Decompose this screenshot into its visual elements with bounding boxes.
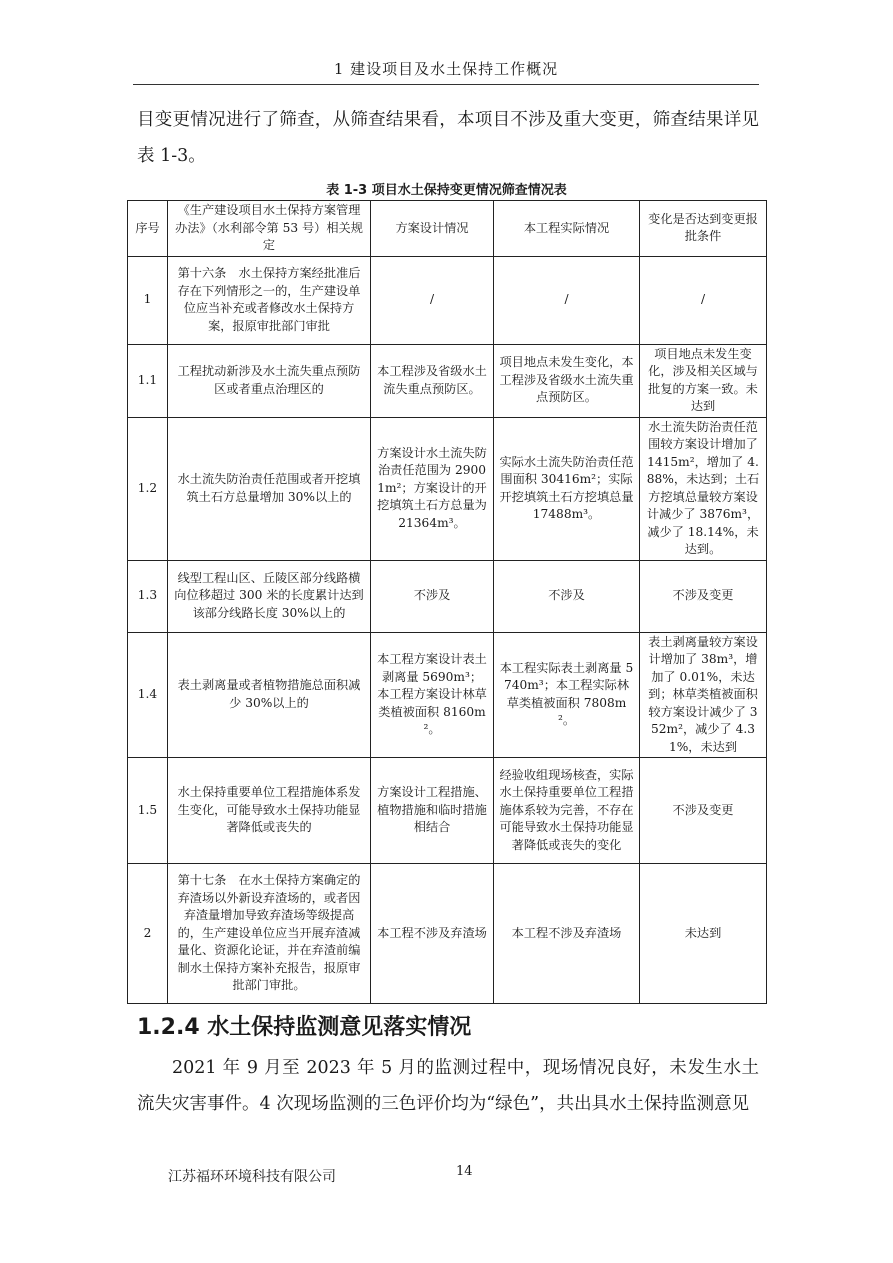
row-design: 不涉及 [371, 560, 494, 632]
row-design: 方案设计工程措施、植物措施和临时措施相结合 [371, 758, 494, 864]
row-no: 1.4 [128, 632, 168, 758]
row-actual: 项目地点未发生变化，本工程涉及省级水土流失重点预防区。 [494, 344, 640, 417]
row-actual: / [494, 256, 640, 344]
table-caption: 表 1-3 项目水土保持变更情况筛查情况表 [326, 183, 567, 198]
row-no: 1.2 [128, 417, 168, 560]
row-actual: 本工程不涉及弃渣场 [494, 864, 640, 1004]
row-result: 不涉及变更 [640, 560, 767, 632]
row-rule: 线型工程山区、丘陵区部分线路横向位移超过 300 米的长度累计达到该部分线路长度 30%以上的 [168, 560, 371, 632]
col-header-result: 变化是否达到变更报批条件 [640, 201, 767, 257]
row-no: 2 [128, 864, 168, 1004]
row-actual: 实际水土流失防治责任范围面积 30416m²；实际开挖填筑土石方挖填总量 17488m³。 [494, 417, 640, 560]
row-design: / [371, 256, 494, 344]
intro-paragraph: 目变更情况进行了筛查，从筛查结果看，本项目不涉及重大变更，筛查结果详见表 1-3。 [137, 110, 759, 166]
footer-company: 江苏福环环境科技有限公司 [168, 1169, 336, 1185]
col-header-actual: 本工程实际情况 [494, 201, 640, 257]
col-header-no: 序号 [128, 201, 168, 257]
row-actual: 不涉及 [494, 560, 640, 632]
row-rule: 水土流失防治责任范围或者开挖填筑土石方总量增加 30%以上的 [168, 417, 371, 560]
row-rule: 第十六条 水土保持方案经批准后存在下列情形之一的，生产建设单位应当补充或者修改水土保持方案，报原审批部门审批 [168, 256, 371, 344]
table-row [128, 560, 767, 632]
row-no: 1.5 [128, 758, 168, 864]
col-header-design: 方案设计情况 [371, 201, 494, 257]
row-actual: 本工程实际表土剥离量 5740m³；本工程实际林草类植被面积 7808m²。 [494, 632, 640, 758]
section-paragraph: 2021 年 9 月至 2023 年 5 月的监测过程中，现场情况良好，未发生水土流失灾害事件。4 次现场监测的三色评价均为“绿色”，共出具水土保持监测意见 [137, 1058, 759, 1114]
row-rule: 表土剥离量或者植物措施总面积减少 30%以上的 [168, 632, 371, 758]
header-rule [133, 84, 759, 85]
row-result: 不涉及变更 [640, 758, 767, 864]
row-design: 本工程方案设计表土剥离量 5690m³；本工程方案设计林草类植被面积 8160m²。 [371, 632, 494, 758]
row-rule: 水土保持重要单位工程措施体系发生变化，可能导致水土保持功能显著降低或丧失的 [168, 758, 371, 864]
table-header-row [128, 201, 767, 257]
row-rule: 第十七条 在水土保持方案确定的弃渣场以外新设弃渣场的，或者因弃渣量增加导致弃渣场等级提高的，生产建设单位应当开展弃渣减量化、资源化论证，并在弃渣前编制水土保持方案补充报告，报原审批部门审批。 [168, 864, 371, 1004]
col-header-rule: 《生产建设项目水土保持方案管理办法》（水利部令第 53 号）相关规定 [168, 201, 371, 257]
row-no: 1.1 [128, 344, 168, 417]
row-no: 1.3 [128, 560, 168, 632]
row-rule: 工程扰动新涉及水土流失重点预防区或者重点治理区的 [168, 344, 371, 417]
table-row [128, 632, 767, 758]
row-result: 水土流失防治责任范围较方案设计增加了 1415m²，增加了 4.88%，未达到；土石方挖填总量较方案设计减少了 3876m³，减少了 18.14%，未达到。 [640, 417, 767, 560]
row-design: 本工程涉及省级水土流失重点预防区。 [371, 344, 494, 417]
row-no: 1 [128, 256, 168, 344]
row-design: 本工程不涉及弃渣场 [371, 864, 494, 1004]
running-header: 1 建设项目及水土保持工作概况 [333, 60, 559, 78]
row-result: / [640, 256, 767, 344]
row-result: 项目地点未发生变化，涉及相关区域与批复的方案一致。未达到 [640, 344, 767, 417]
table-row [128, 256, 767, 344]
table-row [128, 417, 767, 560]
screening-table [127, 200, 767, 1004]
table-row [128, 758, 767, 864]
row-result: 表土剥离量较方案设计增加了 38m³，增加了 0.01%，未达到；林草类植被面积较方案设计减少了 352m²，减少了 4.31%，未达到 [640, 632, 767, 758]
row-design: 方案设计水土流失防治责任范围为 29001m²；方案设计的开挖填筑土石方总量为 21364m³。 [371, 417, 494, 560]
section-heading: 1.2.4 水土保持监测意见落实情况 [137, 1015, 472, 1040]
table-row [128, 864, 767, 1004]
table-row [128, 344, 767, 417]
row-actual: 经验收组现场核查，实际水土保持重要单位工程措施体系较为完善，不存在可能导致水土保持功能显著降低或丧失的变化 [494, 758, 640, 864]
row-result: 未达到 [640, 864, 767, 1004]
page-number: 14 [456, 1164, 473, 1179]
